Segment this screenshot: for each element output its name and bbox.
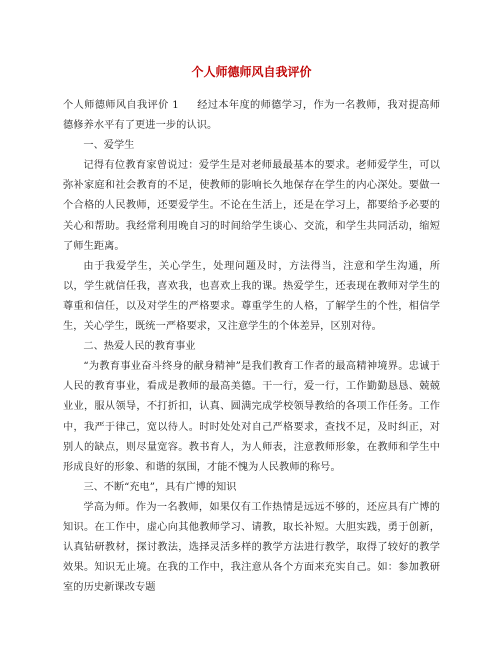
section-2-paragraph-1: “为教育事业奋斗终身的献身精神”是我们教育工作者的最高精神境界。忠诚于人民的教育事业，看成是教师的最高美德。干一行，爱一行，工作勤勤恳恳、兢兢业业，服从领导，不打折扣，认真、圆满完成学校领导教给的各项工作任务。工作中，我严于律己，宽以待人。时时处处对自己严格要求，查找不足，及时纠正，对别人的缺点，则尽量宽容。教书育人，为人师表，注意教师形象，在教师和学生中形成良好的形象、和谐的氛围，才能不愧为人民教师的称号。 [63, 361, 440, 473]
intro-text: 经过本年度的师德学习，作为一名教师，我对提高师德修养水平有了更进一步的认识。 [63, 100, 440, 132]
document-title: 个人师德师风自我评价 [191, 65, 312, 79]
section-1-paragraph-2: 由于我爱学生，关心学生，处理问题及时，方法得当，注意和学生沟通，所以，学生就信任我，喜欢我，也喜欢上我的课。热爱学生，还表现在教师对学生的尊重和信任，以及对学生的严格要求。尊重学生的人格，了解学生的个性，相信学生，关心学生，既统一严格要求，又注意学生的个体差异，区别对待。 [63, 260, 440, 333]
section-heading-1: 一、爱学生 [83, 140, 135, 152]
intro-label: 个人师德师风自我评价 1 [63, 100, 179, 111]
section-1-paragraph-1: 记得有位教育家曾说过：爱学生是对老师最最基本的要求。老师爱学生，可以弥补家庭和社会教育的不足，使教师的影响长久地保存在学生的内心深处。要做一个合格的人民教师，还要爱学生。不论在生活上，还是在学习上，都要给予必要的关心和帮助。我经常利用晚自习的时间给学生谈心、交流，和学生共同活动，缩短了师生距离。 [63, 160, 440, 252]
section-heading-2: 二、热爱人民的教育事业 [83, 341, 196, 353]
intro-paragraph [63, 96, 440, 136]
section-3-paragraph-1: 学高为师。作为一名教师，如果仅有工作热情是远远不够的，还应具有广博的知识。在工作中，虚心向其他教师学习、请教，取长补短。大胆实践，勇于创新，认真钻研教材，探讨教法，选择灵活多样的教学方法进行教学，取得了较好的教学效果。知识无止境。在我的工作中，我注意从各个方面来充实自己。如：参加教研室的历史新课改专题 [63, 501, 440, 594]
section-heading-3: 三、不断“充电”，具有广博的知识 [83, 481, 237, 493]
